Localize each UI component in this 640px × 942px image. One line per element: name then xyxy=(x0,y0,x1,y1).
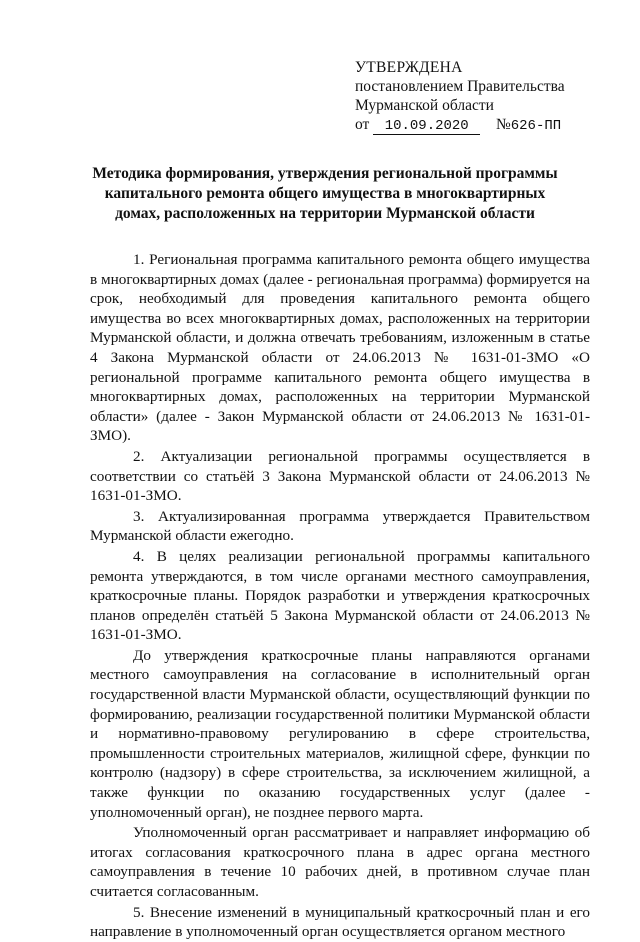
document-body xyxy=(90,250,590,942)
paragraph-2: 2. Актуализации региональной программы осуществляется в соответствии со статьёй 3 Закона Мурманской области от 24.06.2013 № 1631-01-ЗМО. xyxy=(90,447,590,505)
title-line-1: Методика формирования, утверждения региональной программы xyxy=(92,165,558,182)
approval-number: 626-ПП xyxy=(510,118,562,134)
paragraph-5: 5. Внесение изменений в муниципальный краткосрочный план и его направление в уполномоченный орган осуществляется органом местного xyxy=(90,903,590,941)
approval-date: 10.09.2020 xyxy=(373,119,480,135)
approval-date-prefix: от xyxy=(355,116,370,133)
paragraph-1: 1. Региональная программа капитального ремонта общего имущества в многоквартирных домах (далее - региональная программа) формируется на срок, необходимый для проведения капитального ремонта общего имущества во всех многоквартирных домах, расположенных на территории Мурманской области, и должна отвечать требованиям, изложенным в статье 4 Закона Мурманской области от 24.06.2013 № 1631-01-ЗМО «О региональной программе капитального ремонта общего имущества в многоквартирных домах, расположенных на территории Мурманской области» (далее - Закон Мурманской области от 24.06.2013 № 1631-01-ЗМО). xyxy=(90,251,590,445)
approval-heading: УТВЕРЖДЕНА xyxy=(355,59,463,76)
approval-line-resolution: постановлением Правительства xyxy=(355,78,565,95)
approval-date-row xyxy=(355,115,625,136)
paragraph-3: 3. Актуализированная программа утверждается Правительством Мурманской области ежегодно. xyxy=(90,507,590,545)
approval-line-region: Мурманской области xyxy=(355,97,494,114)
approval-block xyxy=(355,58,625,136)
document-title xyxy=(90,164,560,224)
title-line-3: домах, расположенных на территории Мурманской области xyxy=(115,205,535,222)
title-line-2: капитального ремонта общего имущества в многоквартирных xyxy=(104,185,546,202)
paragraph-4: 4. В целях реализации региональной программы капитального ремонта утверждаются, в том числе органами местного самоуправления, краткосрочные планы. Порядок разработки и утверждения краткосрочных планов определён статьёй 5 Закона Мурманской области от 24.06.2013 № 1631-01-ЗМО. xyxy=(90,547,590,644)
approval-number-prefix: № xyxy=(495,116,511,133)
paragraph-4-review: Уполномоченный орган рассматривает и направляет информацию об итогах согласования краткосрочного плана в адрес органа местного самоуправления в течение 10 рабочих дней, в противном случае план считается согласованным. xyxy=(90,824,590,900)
paragraph-4-approval: До утверждения краткосрочные планы направляются органами местного самоуправления на согласование в исполнительный орган государственной власти Мурманской области, осуществляющий функции по формированию, реализации государственной политики Мурманской области и нормативно-правовому регулированию в сфере строительства, промышленности строительных материалов, жилищной сфере, функции по контролю (надзору) в сфере строительства, за исключением жилищной, а также функции по оказанию государственных услуг (далее - уполномоченный орган), не позднее первого марта. xyxy=(90,646,590,821)
